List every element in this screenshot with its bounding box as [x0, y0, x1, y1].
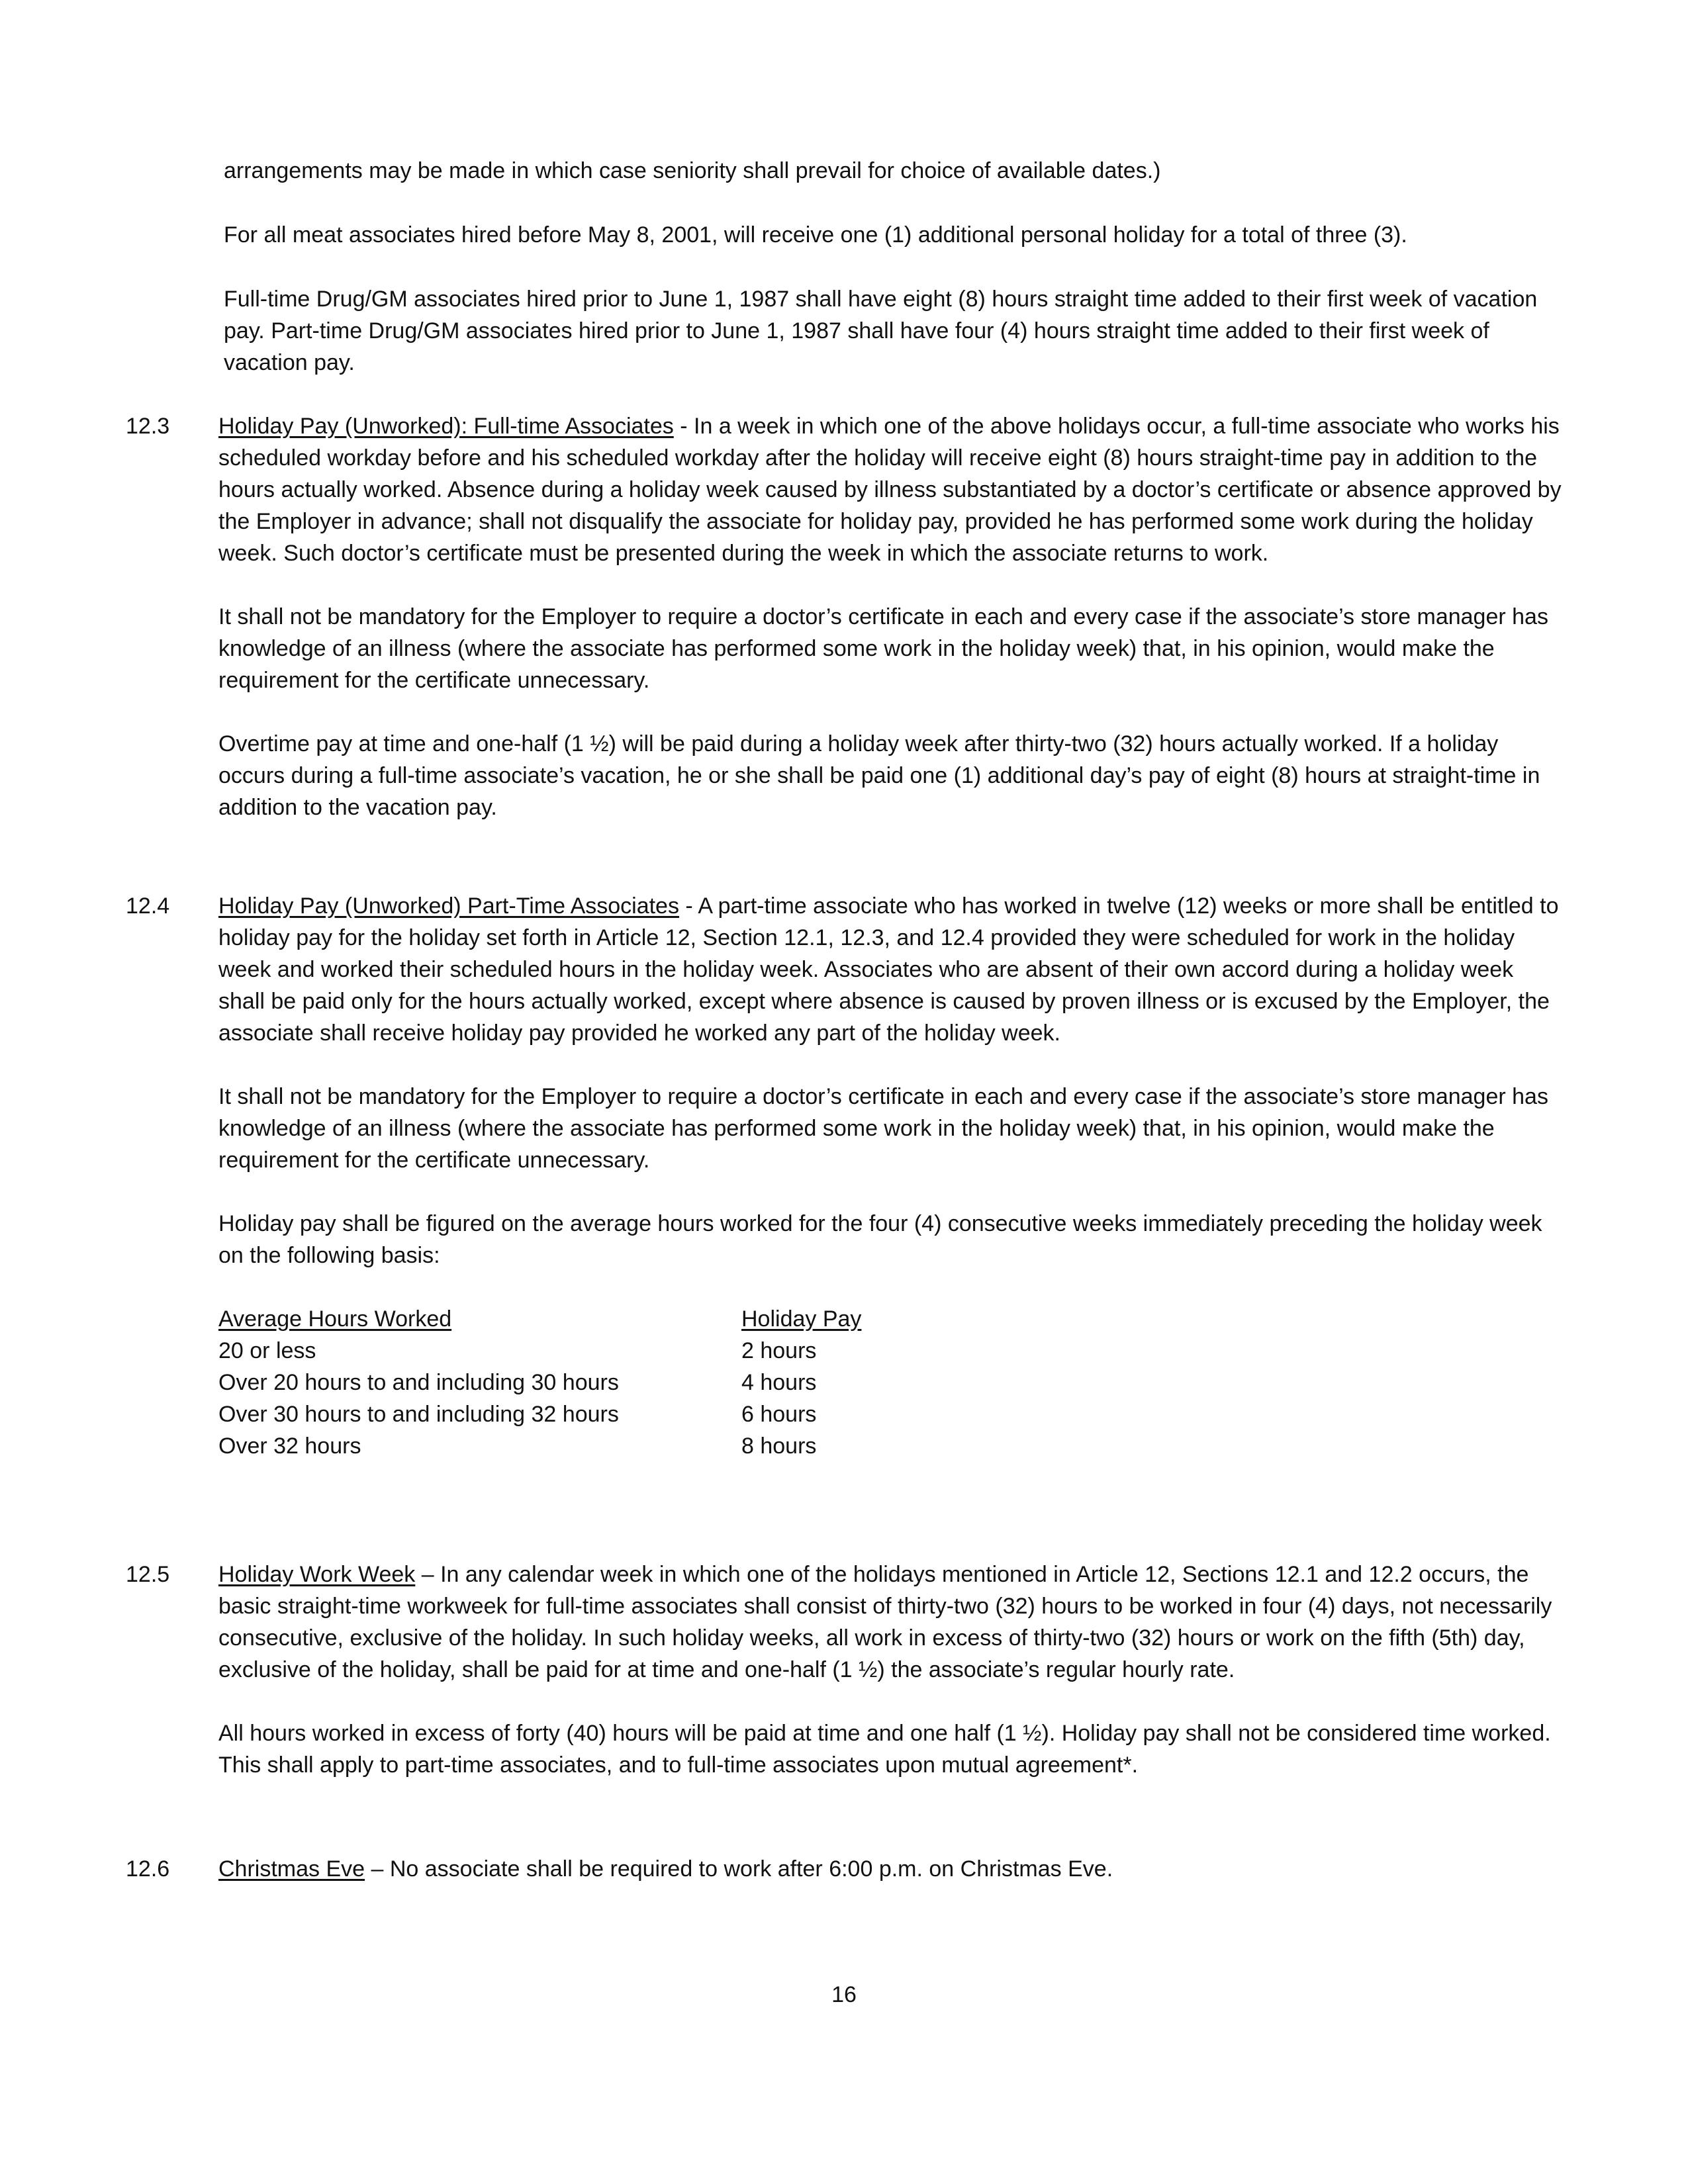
holiday-pay-table: [218, 1303, 861, 1462]
table-row: [218, 1367, 861, 1398]
table-cell: Over 20 hours to and including 30 hours: [218, 1370, 619, 1395]
table-cell: 20 or less: [218, 1338, 316, 1363]
section-title: Christmas Eve: [218, 1856, 365, 1882]
intro-continuation: arrangements may be made in which case seniority shall prevail for choice of available dates.): [224, 158, 1161, 183]
section-12-3: [126, 410, 1562, 823]
section-number: 12.3: [126, 414, 170, 439]
section-12-3-para-3: Overtime pay at time and one-half (1 ½) will be paid during a holiday week after thirty-two (32) hours actually worked. If a holiday occurs during a full-time associate’s vacation, he or she shall be paid one (1) additional day’s pay of eight (8) hours at straight-time in addition to the vacation pay.: [218, 731, 1540, 820]
intro-drug-gm-vacation: Full-time Drug/GM associates hired prior to June 1, 1987 shall have eight (8) hours straight time added to their first week of vacation pay. Part-time Drug/GM associates hired prior to June 1, 1987 shall have four (4) hours straight time added to their first week of vacation pay.: [224, 287, 1538, 375]
section-12-4: [126, 890, 1562, 1494]
section-12-5-para-2: All hours worked in excess of forty (40) hours will be paid at time and one half (1 ½). Holiday pay shall not be considered time worked. This shall apply to part-time associates, and to full-time associates upon mutual agreement*.: [218, 1721, 1551, 1778]
section-title: Holiday Work Week: [218, 1562, 416, 1587]
section-number: 12.5: [126, 1562, 170, 1587]
section-12-4-para-3: Holiday pay shall be figured on the average hours worked for the four (4) consecutive weeks immediately preceding the holiday week on the following basis:: [218, 1211, 1542, 1268]
section-12-5-para-1: Holiday Work Week – In any calendar week in which one of the holidays mentioned in Article 12, Sections 12.1 and 12.2 occurs, the basic straight-time workweek for full-time associates shall consist of thirty-two (32) hours to be worked in four (4) days, not necessarily consecutive, exclusive of the holiday. In such holiday weeks, all work in excess of thirty-two (32) hours or work on the fifth (5th) day, exclusive of the holiday, shall be paid for at time and one-half (1 ½) the associate’s regular hourly rate.: [218, 1562, 1552, 1682]
column-header: Holiday Pay: [741, 1306, 862, 1332]
section-title: Holiday Pay (Unworked) Part-Time Associates: [218, 893, 679, 919]
section-12-6: [126, 1853, 1562, 1885]
section-12-4-para-1: Holiday Pay (Unworked) Part-Time Associates - A part-time associate who has worked in twelve (12) weeks or more shall be entitled to holiday pay for the holiday set forth in Article 12, Section 12.1, 12.3, and 12.4 provided they were scheduled for work in the holiday week and worked their scheduled hours in the holiday week. Associates who are absent of their own accord during a holiday week shall be paid only for the hours actually worked, except where absence is caused by proven illness or is excused by the Employer, the associate shall receive holiday pay provided he worked any part of the holiday week.: [218, 893, 1559, 1046]
column-header: Average Hours Worked: [218, 1306, 452, 1332]
table-row: [218, 1335, 861, 1367]
table-row: [218, 1398, 861, 1430]
section-12-6-para-1: Christmas Eve – No associate shall be required to work after 6:00 p.m. on Christmas Eve.: [218, 1856, 1113, 1882]
table-cell: 2 hours: [741, 1338, 817, 1363]
table-cell: 4 hours: [741, 1370, 817, 1395]
section-number: 12.4: [126, 893, 170, 919]
section-12-5: [126, 1559, 1562, 1781]
table-header-row: [218, 1303, 861, 1335]
section-12-4-para-2: It shall not be mandatory for the Employer to require a doctor’s certificate in each and every case if the associate’s store manager has knowledge of an illness (where the associate has performed some work in the holiday week) that, in his opinion, would make the requirement for the certificate unnecessary.: [218, 1084, 1548, 1173]
section-title: Holiday Pay (Unworked): Full-time Associates: [218, 414, 674, 439]
section-number: 12.6: [126, 1856, 170, 1882]
page-number: 16: [831, 1982, 857, 2007]
table-row: [218, 1430, 861, 1462]
intro-meat-holiday: For all meat associates hired before May 8, 2001, will receive one (1) additional personal holiday for a total of three (3).: [224, 222, 1407, 248]
table-cell: 8 hours: [741, 1433, 817, 1459]
table-cell: 6 hours: [741, 1402, 817, 1427]
section-12-3-para-1: Holiday Pay (Unworked): Full-time Associates - In a week in which one of the above holidays occur, a full-time associate who works his scheduled workday before and his scheduled workday after the holiday will receive eight (8) hours straight-time pay in addition to the hours actually worked. Absence during a holiday week caused by illness substantiated by a doctor’s certificate or absence approved by the Employer in advance; shall not disqualify the associate for holiday pay, provided he has performed some work during the holiday week. Such doctor’s certificate must be presented during the week in which the associate returns to work.: [218, 414, 1562, 566]
table-cell: Over 30 hours to and including 32 hours: [218, 1402, 619, 1427]
table-cell: Over 32 hours: [218, 1433, 361, 1459]
section-12-3-para-2: It shall not be mandatory for the Employer to require a doctor’s certificate in each and every case if the associate’s store manager has knowledge of an illness (where the associate has performed some work in the holiday week) that, in his opinion, would make the requirement for the certificate unnecessary.: [218, 604, 1548, 693]
